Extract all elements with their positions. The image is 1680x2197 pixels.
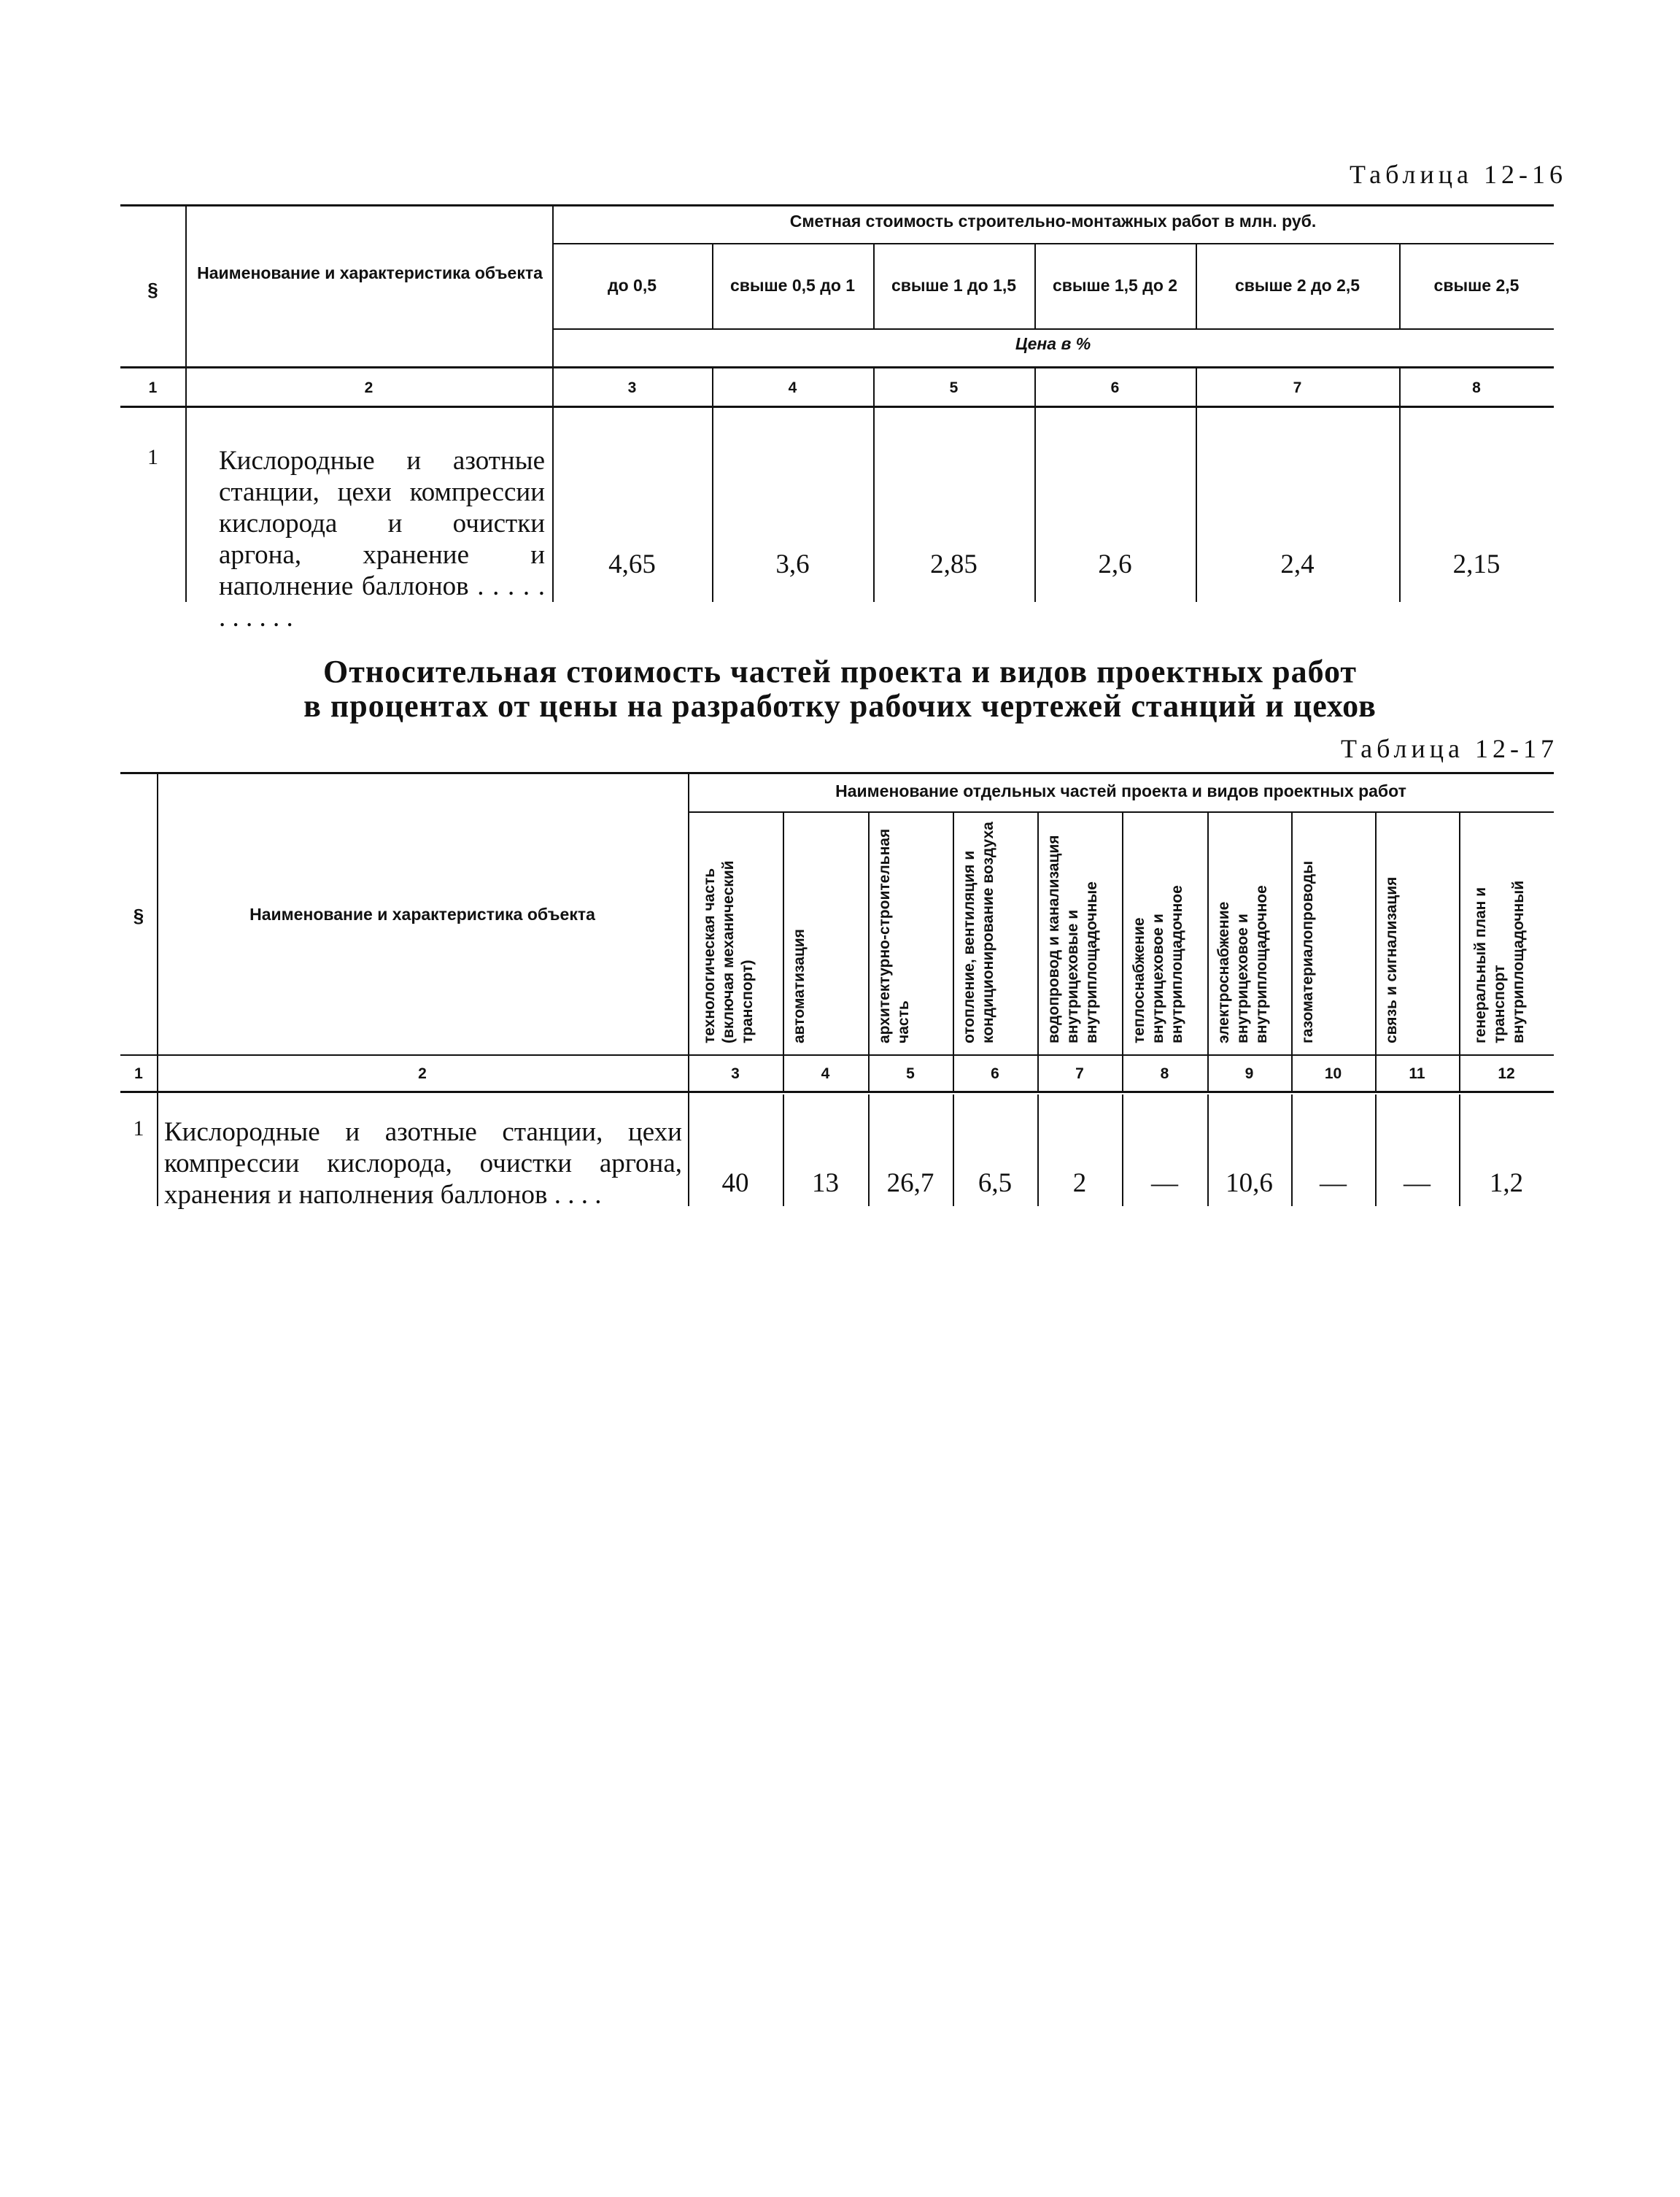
table1-price-header: Цена в % <box>1015 334 1091 353</box>
table2-part-header: отопление, вентиляция и кондиционирование воздуха <box>961 822 996 1043</box>
table2-col-number: 4 <box>821 1065 830 1082</box>
table2-row-value: — <box>1320 1168 1347 1198</box>
table1-col-number: 5 <box>949 379 959 396</box>
table2-row-value: 40 <box>721 1168 749 1198</box>
table2-col-number: 9 <box>1244 1065 1254 1082</box>
table2-vrule <box>1459 811 1460 1091</box>
table1-row-value: 4,65 <box>608 549 656 579</box>
table2-rule <box>120 1091 1554 1093</box>
table1-col-number: 4 <box>788 379 797 396</box>
table2-col-number: 10 <box>1324 1065 1342 1082</box>
table2-col-number: 11 <box>1409 1065 1425 1082</box>
table1-row-value: 2,6 <box>1098 549 1132 579</box>
table2-col-number: 5 <box>906 1065 915 1082</box>
table1-rule <box>120 366 1554 368</box>
table2-part-header: технологическая часть (включая механический транспорт) <box>701 860 756 1043</box>
table1-cost-header: Сметная стоимость строительно-монтажных работ в млн. руб. <box>789 212 1317 231</box>
table1-range-header: свыше 0,5 до 1 <box>729 276 856 295</box>
table2-vrule <box>953 811 954 1091</box>
table1-row-value: 2,15 <box>1452 549 1501 579</box>
table2-col-number: 1 <box>134 1065 143 1082</box>
table2-vrule <box>157 772 158 1206</box>
table1-rule-top <box>120 204 1554 206</box>
table1-vrule <box>552 204 554 602</box>
table2-vrule <box>1122 811 1123 1091</box>
table2-row-value: 26,7 <box>886 1168 934 1198</box>
table1-range-header: свыше 2 до 2,5 <box>1234 276 1360 295</box>
table2-vrule <box>783 811 784 1091</box>
table1-range-header: свыше 1 до 1,5 <box>891 276 1017 295</box>
table2-col-number: 8 <box>1160 1065 1169 1082</box>
table1-row-value: 2,85 <box>930 549 978 579</box>
section-heading-line1: Относительная стоимость частей проекта и видов проектных работ <box>322 654 1358 690</box>
table2-row-value: 1,2 <box>1489 1168 1524 1198</box>
table2-rule <box>120 1054 1554 1056</box>
table2-row-section: 1 <box>133 1116 144 1140</box>
table1-col-number: 1 <box>148 379 158 396</box>
table2-row-value: 2 <box>1072 1168 1087 1198</box>
table1-range-header: свыше 2,5 <box>1433 276 1520 295</box>
table2-vrule <box>1375 811 1377 1091</box>
table2-row-value: 10,6 <box>1226 1168 1273 1198</box>
table1-range-header: до 0,5 <box>607 276 657 295</box>
table2-col-number: 2 <box>418 1065 427 1082</box>
table1-rule <box>120 406 1554 408</box>
table2-row-value: — <box>1151 1168 1178 1198</box>
table1-row-name: Кислородные и азотные станции, цехи компрессии кислорода и очистки аргона, хранение и наполнение баллонов . . . . . . . . . . . <box>219 446 545 633</box>
table2-name-header: Наименование и характеристика объекта <box>249 905 595 924</box>
table2-col-number: 6 <box>991 1065 999 1082</box>
table2-row-value: 6,5 <box>978 1168 1013 1198</box>
table1-row-value: 3,6 <box>775 549 810 579</box>
table2-vrule <box>1207 811 1209 1091</box>
table2-col-number: 3 <box>731 1065 740 1082</box>
table2-rule-top <box>120 772 1554 774</box>
table2-part-header: генеральный план и транспорт внутриплощадочный <box>1472 880 1527 1043</box>
table1-col-number: 3 <box>627 379 637 396</box>
table2-part-header: автоматизация <box>791 929 808 1043</box>
table1-col-number: 6 <box>1110 379 1120 396</box>
table1-col-number: 2 <box>364 379 373 396</box>
table1-rule <box>552 243 1554 244</box>
section-heading-line2: в процентах от цены на разработку рабочих чертежей станций и цехов <box>303 688 1377 724</box>
table2-col-number: 12 <box>1498 1065 1515 1082</box>
table2-part-header: теплоснабжение внутрицеховое и внутриплощадочное <box>1131 885 1185 1043</box>
table2-row-value: 13 <box>812 1168 839 1198</box>
table2-part-header: газоматериалопроводы <box>1299 860 1316 1043</box>
table1-col-number: 8 <box>1472 379 1481 396</box>
table1-caption: Таблица 12-16 <box>1350 160 1567 189</box>
table2-caption: Таблица 12-17 <box>1341 734 1558 763</box>
table1-row-section: 1 <box>147 445 158 469</box>
table2-part-header: архитектурно-строительная часть <box>876 828 912 1043</box>
table2-part-header: водопровод и канализация внутрицеховые и внутриплощадочные <box>1045 835 1100 1043</box>
table2-vrule <box>1291 811 1293 1091</box>
table1-col-number: 7 <box>1293 379 1302 396</box>
table1-range-header: свыше 1,5 до 2 <box>1052 276 1178 295</box>
table2-part-header: связь и сигнализация <box>1383 876 1400 1043</box>
table2-vrule <box>868 811 870 1091</box>
table2-parts-header: Наименование отдельных частей проекта и видов проектных работ <box>835 781 1406 800</box>
table2-vrule <box>1037 811 1039 1091</box>
table2-row-value: — <box>1404 1168 1431 1198</box>
table1-row-value: 2,4 <box>1280 549 1315 579</box>
table2-section-header: § <box>133 905 144 927</box>
table2-vrule <box>688 772 689 1206</box>
table1-rule <box>552 328 1554 330</box>
table1-vrule <box>185 204 187 602</box>
table2-part-header: электроснабжение внутрицеховое и внутриплощадочное <box>1215 885 1270 1043</box>
table2-col-number: 7 <box>1075 1065 1084 1082</box>
table1-name-header: Наименование и характеристика объекта <box>197 263 543 282</box>
table2-row-name: Кислородные и азотные станции, цехи компрессии кислорода, очистки аргона, хранения и наполнения баллонов . . . . <box>164 1117 682 1210</box>
table1-section-header: § <box>147 279 158 301</box>
